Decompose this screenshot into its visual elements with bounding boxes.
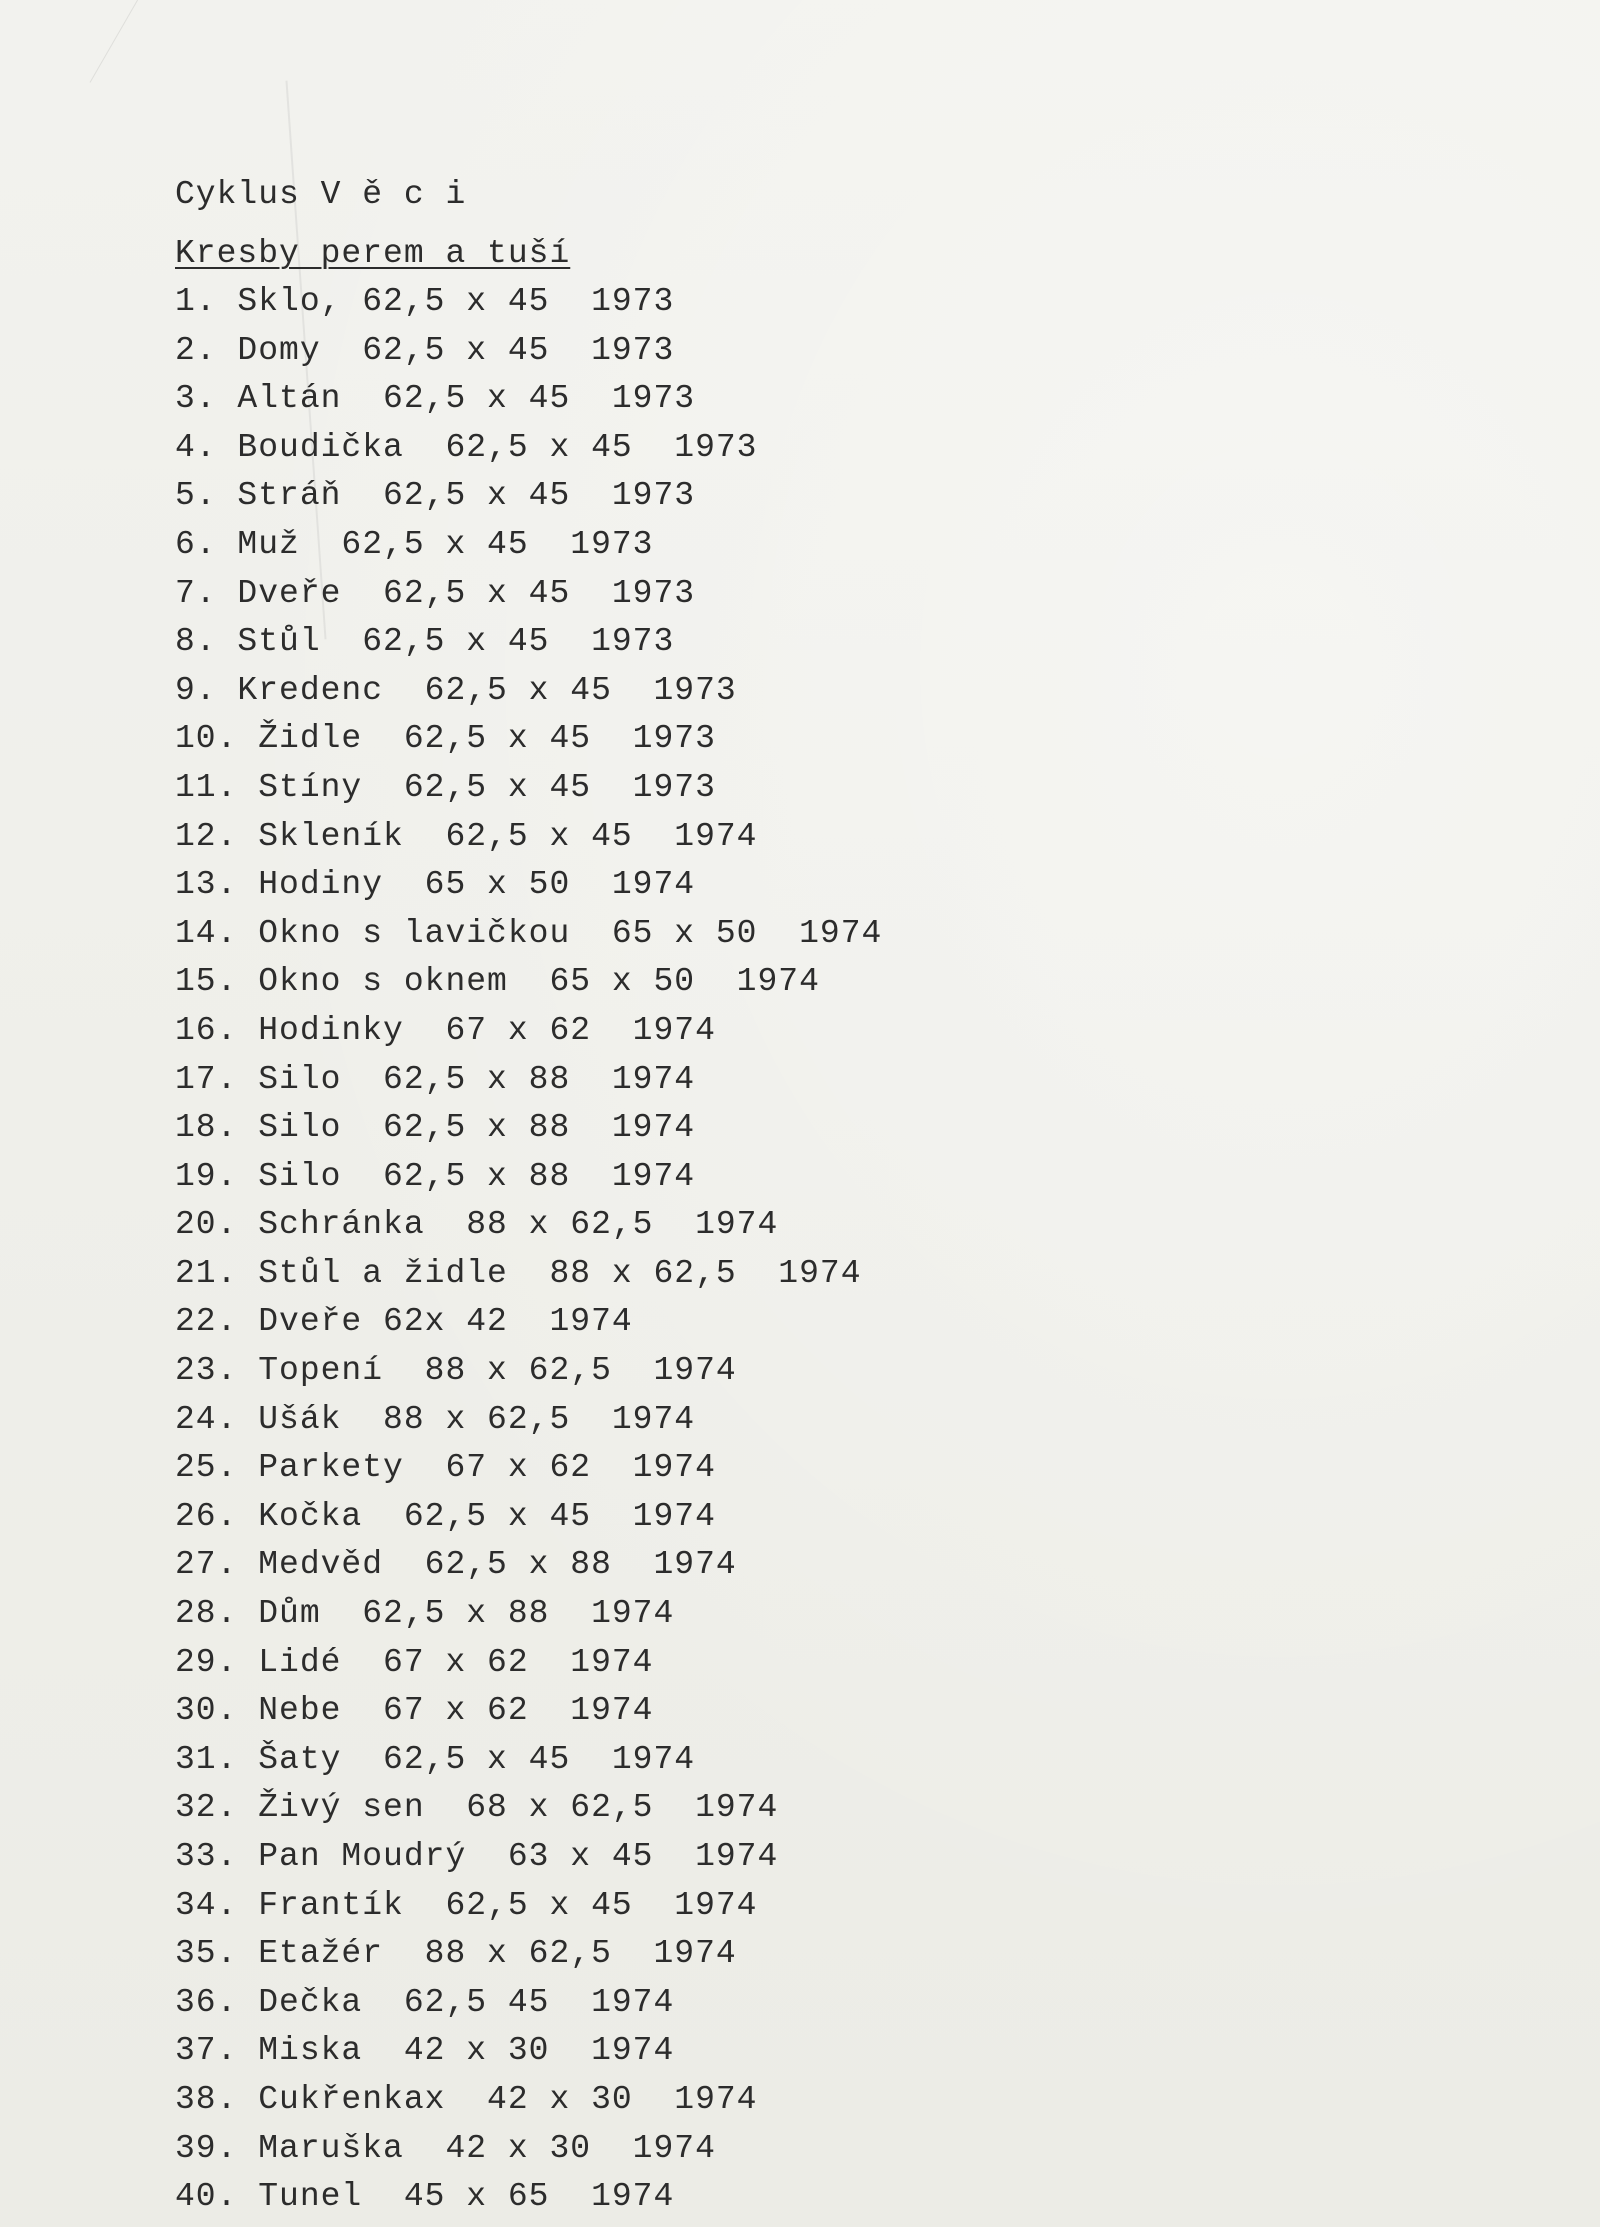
list-item: 24. Ušák 88 x 62,5 1974 (175, 1400, 696, 1438)
list-item: 2. Domy 62,5 x 45 1973 (175, 331, 675, 369)
list-item: 40. Tunel 45 x 65 1974 (175, 2178, 675, 2216)
list-item: 23. Topení 88 x 62,5 1974 (175, 1352, 737, 1390)
list-item: 15. Okno s oknem 65 x 50 1974 (175, 963, 820, 1001)
list-item: 33. Pan Moudrý 63 x 45 1974 (175, 1838, 779, 1875)
document-title: Cyklus V ě c i (175, 176, 467, 213)
list-item: 25. Parkety 67 x 62 1974 (175, 1449, 716, 1487)
list-item: 38. Cukřenkax 42 x 30 1974 (175, 2080, 758, 2118)
list-item: 34. Frantík 62,5 x 45 1974 (175, 1886, 758, 1924)
list-item: 12. Skleník 62,5 x 45 1974 (175, 817, 758, 855)
list-item: 36. Dečka 62,5 45 1974 (175, 1983, 675, 2021)
paper-corner-crease (90, 0, 151, 83)
list-item: 22. Dveře 62x 42 1974 (175, 1303, 633, 1341)
list-item: 32. Živý sen 68 x 62,5 1974 (175, 1789, 779, 1827)
list-item: 18. Silo 62,5 x 88 1974 (175, 1109, 696, 1147)
list-item: 3. Altán 62,5 x 45 1973 (175, 380, 696, 418)
list-item: 17. Silo 62,5 x 88 1974 (175, 1060, 696, 1098)
list-item: 29. Lidé 67 x 62 1974 (175, 1643, 654, 1681)
list-item: 13. Hodiny 65 x 50 1974 (175, 866, 696, 904)
list-item: 7. Dveře 62,5 x 45 1973 (175, 574, 696, 612)
list-item: 21. Stůl a židle 88 x 62,5 1974 (175, 1254, 862, 1292)
list-item: 9. Kredenc 62,5 x 45 1973 (175, 671, 737, 709)
list-item: 6. Muž 62,5 x 45 1973 (175, 525, 654, 563)
list-item: 31. Šaty 62,5 x 45 1974 (175, 1740, 696, 1778)
list-item: 5. Stráň 62,5 x 45 1973 (175, 477, 696, 515)
list-item: 4. Boudička 62,5 x 45 1973 (175, 428, 758, 466)
list-item: 28. Dům 62,5 x 88 1974 (175, 1595, 675, 1633)
list-item: 16. Hodinky 67 x 62 1974 (175, 1011, 716, 1049)
list-item: 39. Maruška 42 x 30 1974 (175, 2129, 716, 2167)
list-item: 11. Stíny 62,5 x 45 1973 (175, 768, 716, 806)
list-item: 35. Etažér 88 x 62,5 1974 (175, 1935, 737, 1973)
document-subtitle: Kresby perem a tuší (175, 235, 571, 272)
list-item: 8. Stůl 62,5 x 45 1973 (175, 623, 675, 661)
list-item: 30. Nebe 67 x 62 1974 (175, 1692, 654, 1730)
list-item: 37. Miska 42 x 30 1974 (175, 2032, 675, 2070)
list-item: 1. Sklo, 62,5 x 45 1973 (175, 283, 675, 320)
list-item: 26. Kočka 62,5 x 45 1974 (175, 1497, 716, 1535)
list-item: 14. Okno s lavičkou 65 x 50 1974 (175, 914, 883, 952)
list-item: 10. Židle 62,5 x 45 1973 (175, 720, 716, 758)
list-item: 20. Schránka 88 x 62,5 1974 (175, 1206, 779, 1244)
list-item: 27. Medvěd 62,5 x 88 1974 (175, 1546, 737, 1584)
list-item: 19. Silo 62,5 x 88 1974 (175, 1157, 696, 1195)
typed-list (175, 170, 882, 2222)
